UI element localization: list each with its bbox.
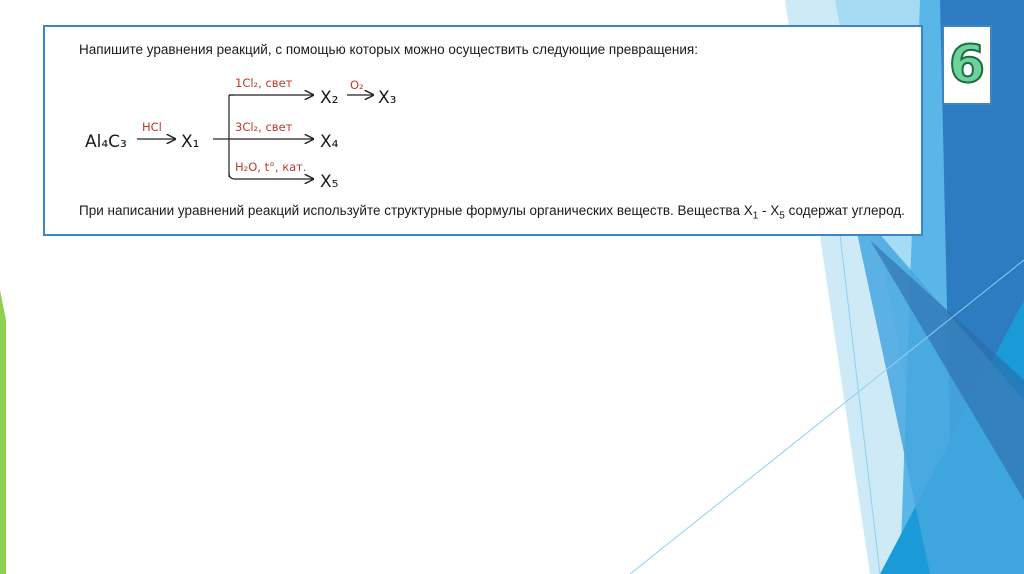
condition-o2: O₂ — [350, 78, 364, 92]
formula-x5: X₅ — [320, 172, 339, 192]
note-dash: - X — [758, 203, 780, 218]
task-instruction: Напишите уравнения реакций, с помощью которых можно осуществить следующие превращения: — [79, 42, 698, 57]
note-sub-1: 1 — [752, 210, 759, 222]
note-sub-5: 5 — [779, 210, 785, 222]
formula-x4: X₄ — [320, 132, 339, 152]
task-note — [79, 203, 905, 222]
note-main: При написании уравнений реакций используйте структурные формулы органических веществ. Вещества X — [79, 203, 753, 218]
formula-al4c3: Al₄C₃ — [85, 132, 127, 152]
formula-x1: X₁ — [181, 132, 200, 152]
condition-branch-2: 3Cl₂, свет — [235, 120, 293, 134]
formula-x3: X₃ — [378, 88, 397, 108]
condition-branch-3: H₂O, t°, кат. — [235, 160, 307, 174]
slide-number: 6 — [948, 35, 986, 95]
slide-number-box — [942, 25, 992, 105]
condition-hcl: HCl — [142, 120, 162, 134]
formula-x2: X₂ — [320, 88, 339, 108]
task-box — [43, 25, 923, 236]
note-end: содержат углерод. — [784, 203, 905, 218]
condition-branch-1: 1Cl₂, свет — [235, 76, 293, 90]
